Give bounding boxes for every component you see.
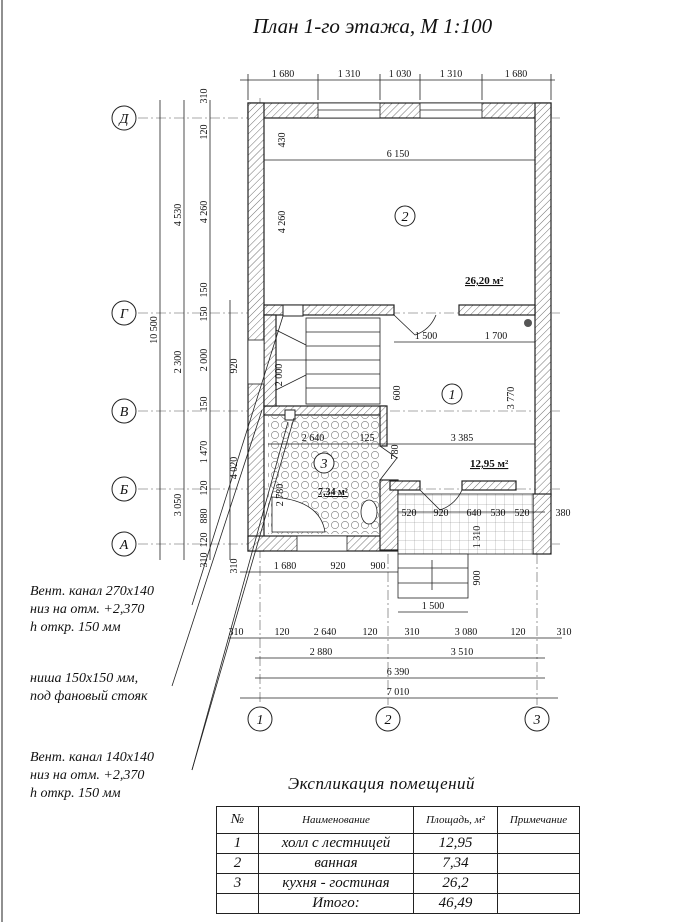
axis-label-G: Г: [120, 307, 128, 322]
dim-in-3385: 3 385: [450, 433, 474, 444]
room-2-area: 7,34 м²: [318, 487, 348, 498]
room-1-number: 1: [448, 388, 456, 403]
row-name: холл с лестницей: [259, 834, 414, 854]
total-label: Итого:: [259, 894, 414, 914]
dim-top-2: 1 310: [337, 69, 361, 80]
header-area: Площадь, м²: [414, 807, 498, 834]
dim-left-small-3: 310: [229, 558, 240, 574]
dim-b2-5: 310: [404, 627, 420, 638]
dim-in-520b: 520: [514, 508, 530, 519]
dim-in-900: 900: [472, 570, 483, 586]
note-niche-150x150: ниша 150x150 мм, под фановый стояк: [30, 671, 148, 704]
drawing-title: План 1-го этажа, М 1:100: [253, 14, 493, 38]
riser-icon: [524, 319, 532, 327]
row-note: [498, 854, 580, 874]
toilet: [361, 500, 377, 524]
dim-left-mid-3: 3 050: [173, 493, 184, 517]
dim-in-125: 125: [359, 433, 375, 444]
note-vent-270x140: Вент. канал 270x140 низ на отм. +2,370 h откр. 150 мм: [30, 584, 154, 635]
dim-b4: 6 390: [386, 667, 410, 678]
dim-b2-4: 120: [362, 627, 378, 638]
table-total-row: [217, 894, 580, 914]
dim-left-inner-11: 120: [199, 532, 210, 548]
header-number: №: [217, 807, 259, 834]
row-area: 7,34: [414, 854, 498, 874]
total-note: [498, 894, 580, 914]
axis-label-B: Б: [119, 483, 129, 498]
dim-b2-3: 2 640: [313, 627, 337, 638]
dim-in-1500-porch: 1 500: [421, 601, 445, 612]
porch: [398, 494, 533, 554]
dim-left-inner-3: 4 260: [199, 200, 210, 224]
dim-left-inner-12: 310: [199, 552, 210, 568]
dim-left-inner-2: 120: [199, 124, 210, 140]
axis-label-D: Д: [119, 112, 129, 127]
dim-top-1: 1 680: [271, 69, 295, 80]
dim-in-920: 920: [433, 508, 449, 519]
table-row: [217, 874, 580, 894]
room-3-area: 26,20 м²: [465, 275, 504, 287]
dim-in-1310: 1 310: [472, 525, 483, 549]
dim-b2-8: 310: [556, 627, 572, 638]
dim-left-mid-1: 4 530: [173, 203, 184, 227]
dim-in-780: 780: [390, 444, 401, 460]
dim-top-3: 1 030: [388, 69, 412, 80]
dim-in-2000: 2 000: [274, 363, 285, 387]
row-area: 12,95: [414, 834, 498, 854]
axis-label-1: 1: [256, 713, 264, 728]
dim-left-inner-1: 310: [199, 88, 210, 104]
staircase: [276, 318, 380, 404]
header-note: Примечание: [498, 807, 580, 834]
dim-top-5: 1 680: [504, 69, 528, 80]
dim-left-total: 10 500: [149, 316, 160, 344]
row-number: 1: [217, 834, 259, 854]
header-name: Наименование: [259, 807, 414, 834]
axis-label-2: 2: [384, 713, 392, 728]
dim-in-6150: 6 150: [386, 149, 410, 160]
total-empty: [217, 894, 259, 914]
dim-left-inner-9: 120: [199, 480, 210, 496]
note-vent-140x140: Вент. канал 140x140 низ на отм. +2,370 h откр. 150 мм: [30, 750, 154, 801]
table-row: [217, 854, 580, 874]
dim-b1-3: 900: [370, 561, 386, 572]
room-3-number: 2: [401, 210, 409, 225]
dim-b1-1: 1 680: [273, 561, 297, 572]
dim-top-4: 1 310: [439, 69, 463, 80]
room-1-area: 12,95 м²: [470, 458, 509, 470]
dim-left-inner-5: 150: [199, 306, 210, 322]
row-name: кухня - гостиная: [259, 874, 414, 894]
dim-in-4260: 4 260: [277, 210, 288, 234]
dim-b3-1: 2 880: [309, 647, 333, 658]
dim-b1-2: 920: [330, 561, 346, 572]
dim-in-1700: 1 700: [484, 331, 508, 342]
steps: [398, 554, 468, 598]
dim-b2-1: 310: [228, 627, 244, 638]
dim-in-600: 600: [392, 385, 403, 401]
vent-channel-270x140: [283, 305, 303, 316]
dim-left-small-1: 920: [229, 358, 240, 374]
left-dimension-chains: [149, 89, 240, 574]
row-note: [498, 874, 580, 894]
table-row: [217, 834, 580, 854]
row-area: 26,2: [414, 874, 498, 894]
dim-in-3770: 3 770: [506, 386, 517, 410]
dim-in-2780: 2 780: [275, 483, 286, 507]
dim-b2-7: 120: [510, 627, 526, 638]
dim-b2-2: 120: [274, 627, 290, 638]
axis-label-V: В: [119, 405, 129, 420]
dim-in-2640: 2 640: [301, 433, 325, 444]
axis-label-3: 3: [533, 713, 541, 728]
room-2-number: 3: [320, 457, 328, 472]
dim-left-inner-8: 1 470: [199, 440, 210, 464]
row-number: 2: [217, 854, 259, 874]
dim-left-inner-6: 2 000: [199, 348, 210, 372]
dim-left-mid-2: 2 300: [173, 350, 184, 374]
axis-label-A: А: [119, 538, 129, 553]
row-name: ванная: [259, 854, 414, 874]
dim-in-380: 380: [555, 508, 571, 519]
axis-markers-cols: [248, 707, 549, 731]
table-header-row: [217, 807, 580, 834]
dim-in-1500: 1 500: [414, 331, 438, 342]
dim-in-520a: 520: [401, 508, 417, 519]
dim-in-430: 430: [277, 132, 288, 148]
row-note: [498, 834, 580, 854]
dim-left-inner-10: 880: [199, 508, 210, 524]
dim-b2-6: 3 080: [454, 627, 478, 638]
dim-left-inner-7: 150: [199, 396, 210, 412]
top-dimension-chain: [240, 69, 555, 100]
dim-b5: 7 010: [386, 687, 410, 698]
dim-left-inner-4: 150: [199, 282, 210, 298]
dim-b3-2: 3 510: [450, 647, 474, 658]
dim-left-small-2: 4 020: [229, 456, 240, 480]
row-number: 3: [217, 874, 259, 894]
explication-title: Экспликация помещений: [288, 774, 476, 793]
explication-table: [216, 806, 580, 914]
total-area: 46,49: [414, 894, 498, 914]
axis-markers-rows: [112, 106, 136, 556]
dim-in-530: 530: [490, 508, 506, 519]
dim-in-640: 640: [466, 508, 482, 519]
